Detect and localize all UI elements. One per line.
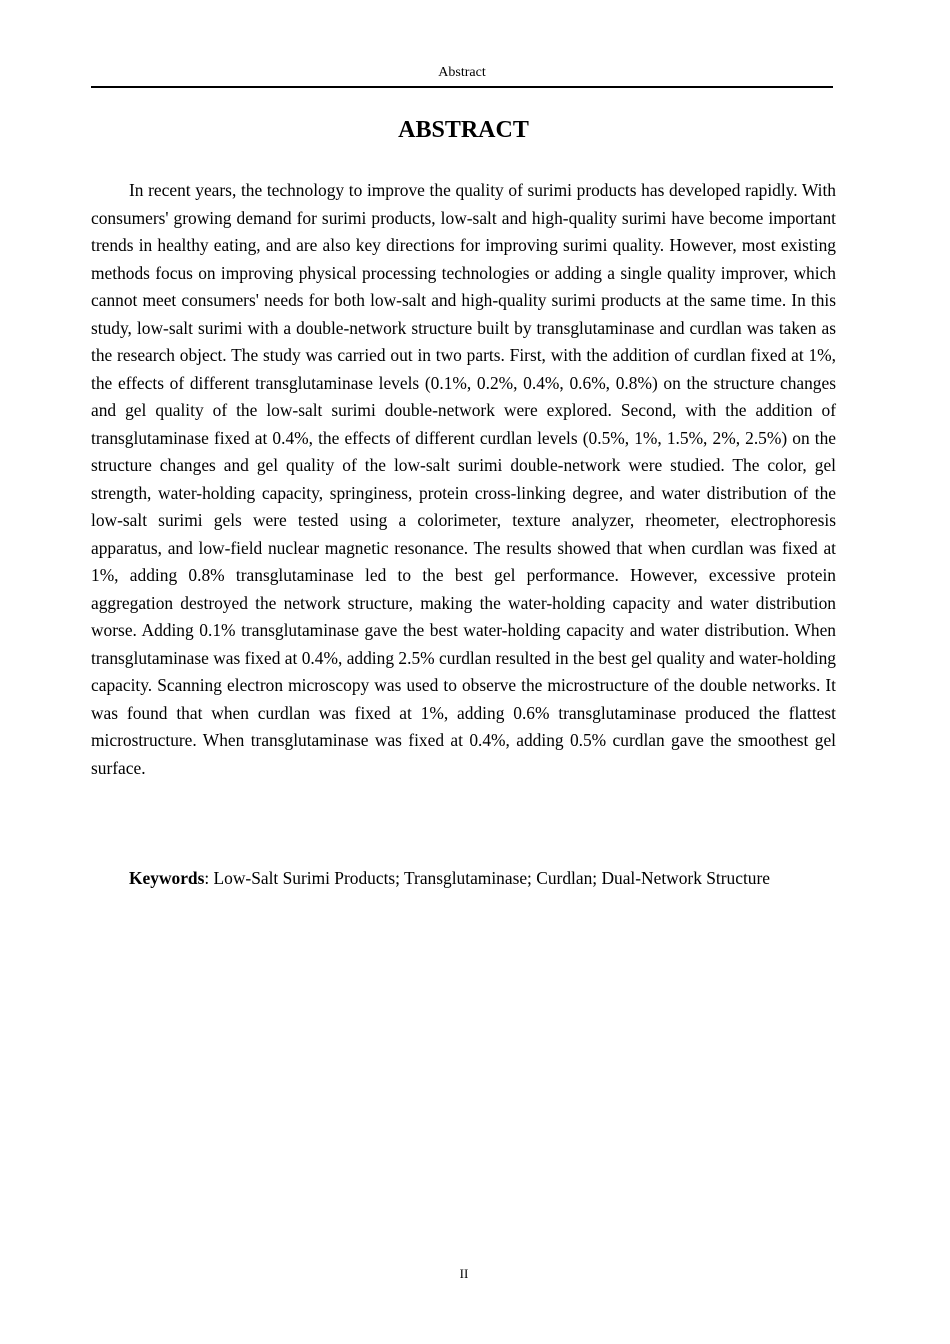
keywords-line bbox=[91, 865, 861, 893]
running-header bbox=[91, 62, 833, 88]
running-header-title: Abstract bbox=[438, 65, 486, 80]
page-title: ABSTRACT bbox=[398, 117, 529, 143]
abstract-body: In recent years, the technology to improve the quality of surimi products has developed rapidly. With consumers' growing demand for surimi products, low-salt and high-quality surimi have become important trends in healthy eating, and are also key directions for improving surimi quality. However, most existing methods focus on improving physical processing technologies or adding a single quality improver, which cannot meet consumers' needs for both low-salt and high-quality surimi products at the same time. In this study, low-salt surimi with a double-network structure built by transglutaminase and curdlan was taken as the research object. The study was carried out in two parts. First, with the addition of curdlan fixed at 1%, the effects of different transglutaminase levels (0.1%, 0.2%, 0.4%, 0.6%, 0.8%) on the structure changes and gel quality of the low-salt surimi double-network were explored. Second, with the addition of transglutaminase fixed at 0.4%, the effects of different curdlan levels (0.5%, 1%, 1.5%, 2%, 2.5%) on the structure changes and gel quality of the low-salt surimi double-network were studied. The color, gel strength, water-holding capacity, springiness, protein cross-linking degree, and water distribution of the low-salt surimi gels were tested using a colorimeter, texture analyzer, rheometer, electrophoresis apparatus, and low-field nuclear magnetic resonance. The results showed that when curdlan was fixed at 1%, adding 0.8% transglutaminase led to the best gel performance. However, excessive protein aggregation destroyed the network structure, making the water-holding capacity and water distribution worse. Adding 0.1% transglutaminase gave the best water-holding capacity and water distribution. When transglutaminase was fixed at 0.4%, adding 2.5% curdlan resulted in the best gel quality and water-holding capacity. Scanning electron microscopy was used to observe the microstructure of the double networks. It was found that when curdlan was fixed at 1%, adding 0.6% transglutaminase produced the flattest microstructure. When transglutaminase was fixed at 0.4%, adding 0.5% curdlan gave the smoothest gel surface. bbox=[91, 180, 836, 778]
keywords-text: : Low-Salt Surimi Products; Transglutaminase; Curdlan; Dual-Network Structure bbox=[204, 868, 770, 888]
keywords-label: Keywords bbox=[129, 868, 205, 888]
page-number: II bbox=[459, 1266, 469, 1281]
